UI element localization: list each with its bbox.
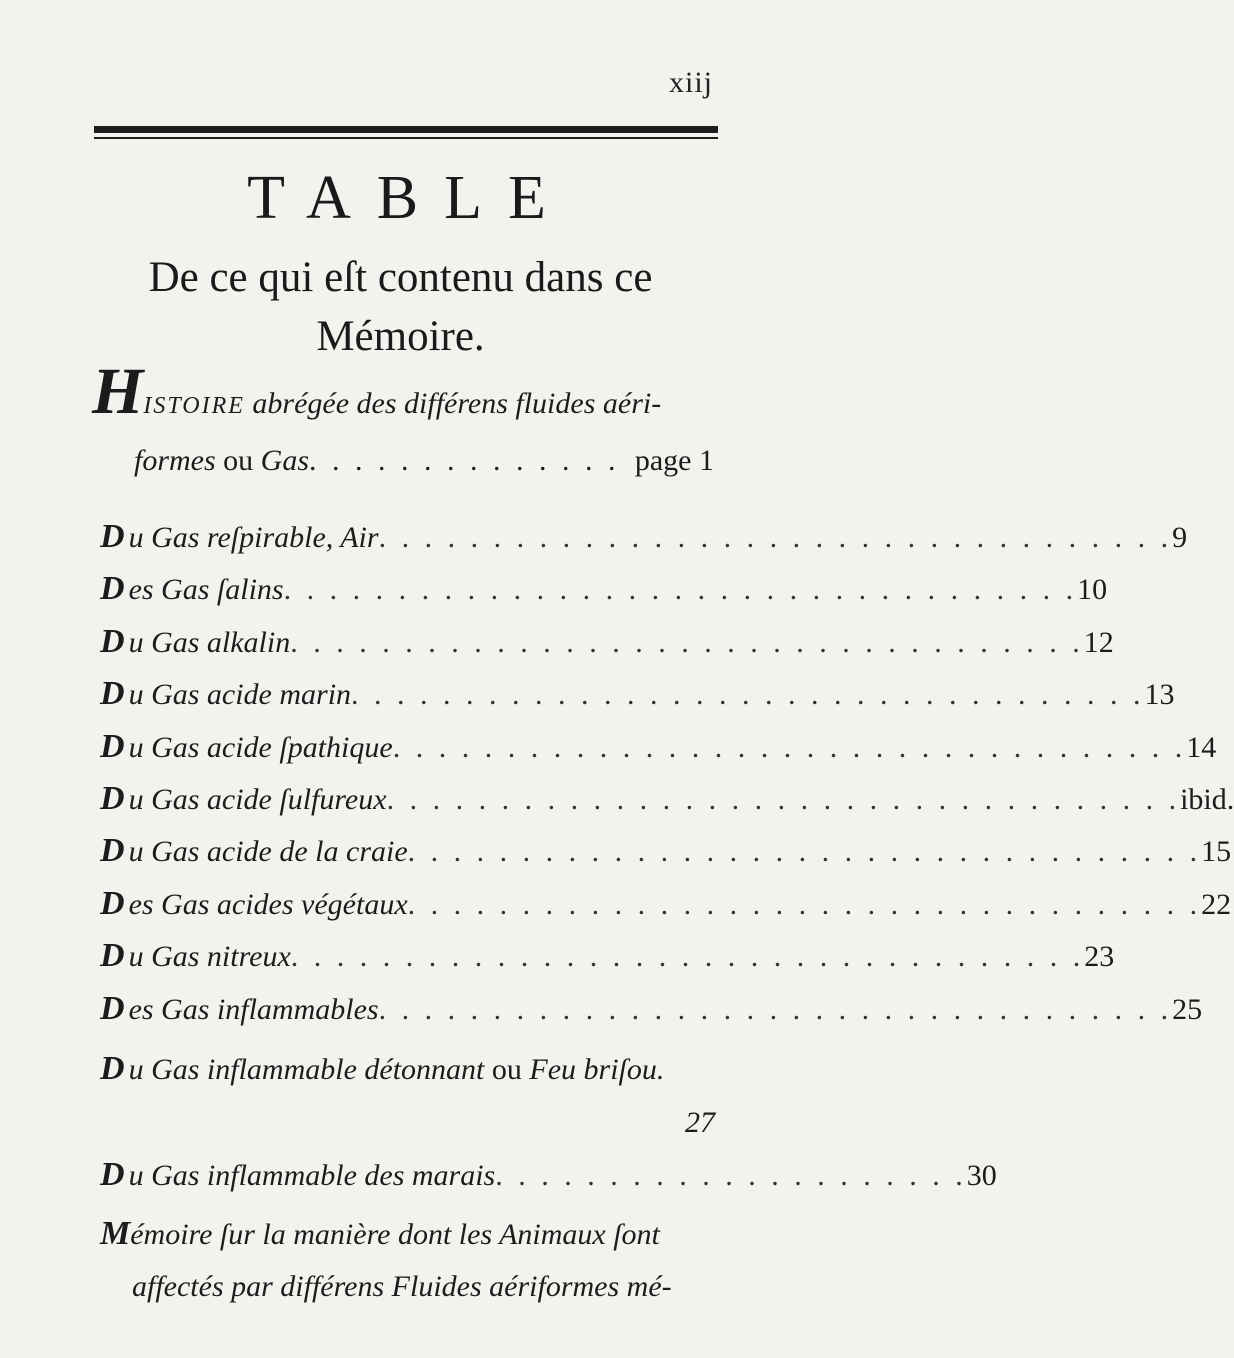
toc-entry xyxy=(100,937,1115,989)
drop-cap: H xyxy=(92,355,144,428)
entry-lead-letter: D xyxy=(100,570,125,608)
toc-entry-label xyxy=(100,518,379,556)
toc-entry-text: es Gas inflammables xyxy=(128,992,379,1026)
toc-entry xyxy=(100,622,1114,675)
toc-entry-histoire-line-1 xyxy=(92,355,714,428)
toc-entry-text: u Gas acide ſpathique xyxy=(128,730,393,764)
toc-entry-detonnant-text-a: u Gas inflammable détonnant xyxy=(128,1053,485,1086)
toc-entry-detonnant-label xyxy=(100,1050,664,1088)
entry-lead-letter: D xyxy=(100,1156,125,1193)
toc-entry xyxy=(100,570,1108,622)
toc-entry-marais-text: u Gas inflammable des marais xyxy=(128,1159,496,1192)
page-ref: 10 xyxy=(1077,573,1108,607)
entry-lead-letter: D xyxy=(100,518,125,555)
toc-entry-text: es Gas acides végétaux xyxy=(128,887,408,921)
page-ref: 30 xyxy=(966,1159,997,1192)
header-rule-thin xyxy=(94,137,718,139)
subtitle xyxy=(0,248,801,366)
toc-entry-histoire-gas: Gas xyxy=(260,444,310,477)
subtitle-line-1: De ce qui eſt contenu dans ce xyxy=(148,254,653,301)
page-ref: 23 xyxy=(1084,940,1115,974)
leader-dots: . . . . . . . . . . . . . . . . . . . . . . . . . . . . . . . . . . . xyxy=(407,835,1202,869)
entry-lead-letter: D xyxy=(100,780,125,817)
toc-entry-detonnant-ou: ou xyxy=(491,1053,522,1086)
small-caps-word: ISTOIRE xyxy=(143,393,245,419)
subtitle-line-2: Mémoire. xyxy=(316,313,485,360)
page-ref: ibid. xyxy=(1180,783,1234,816)
toc-entry-histoire-title: abrégée des différens fluides aéri- xyxy=(252,387,662,420)
entry-lead-letter: D xyxy=(100,1050,125,1087)
leader-dots: . . . . . . . . . . . . . . . . . . . . . . . . . . . . . . . . . . . xyxy=(290,625,1084,659)
toc-entry-memoire-line-2: affectés par différens Fluides aériformes mé- xyxy=(132,1270,672,1303)
toc-entry-label xyxy=(100,780,387,818)
toc-entry-label xyxy=(100,728,393,766)
entry-lead-letter: D xyxy=(100,937,125,975)
leader-dots: . . . . . . . . . . . . . . . . . . . . . . . . . . . . . . . . . . . xyxy=(386,783,1181,816)
toc-entry-text: u Gas acide marin xyxy=(128,678,352,712)
page-ref: 13 xyxy=(1144,678,1175,712)
toc-entry-memoire-text-1: émoire ſur la manière dont les Animaux ſont xyxy=(130,1218,660,1251)
header-rule-thick xyxy=(94,126,718,133)
toc-entry-label xyxy=(100,832,408,870)
leader-dots: . . . . . . . . . . . . . . . . . . . . . . . . . . . . . . . . . . . xyxy=(351,678,1145,712)
toc-entry-detonnant-page: 27 xyxy=(685,1106,715,1139)
toc-entry xyxy=(100,727,1217,780)
table-title: TABLE xyxy=(247,164,572,232)
toc-entry-histoire-formes: formes xyxy=(134,444,216,477)
toc-entry-text: u Gas nitreux xyxy=(128,940,291,974)
page-ref: 15 xyxy=(1201,835,1232,869)
toc-entry-histoire xyxy=(92,355,714,477)
toc-entry-memoire xyxy=(100,1208,720,1313)
toc-entry-label xyxy=(100,885,408,923)
toc-entry-detonnant xyxy=(100,1050,714,1102)
entry-lead-letter: D xyxy=(100,622,125,660)
toc-entry-detonnant-text-b: Feu briſou. xyxy=(529,1053,665,1086)
toc-entry xyxy=(100,780,1234,832)
entry-lead-letter: D xyxy=(100,727,125,765)
toc-entry-marais xyxy=(100,1156,997,1208)
toc-entry-histoire-ou: ou xyxy=(223,444,254,477)
toc-entry-text: u Gas acide ſulfureux xyxy=(128,783,387,816)
toc-entry-text: u Gas acide de la craie xyxy=(128,835,408,869)
page-ref: 25 xyxy=(1172,992,1203,1026)
toc-entry-marais-label xyxy=(100,1156,495,1194)
toc-entry-text: u Gas reſpirable, Air xyxy=(128,521,379,554)
page-ref: 9 xyxy=(1172,521,1188,554)
page-ref: page 1 xyxy=(634,444,714,477)
toc-entry-histoire-line-2 xyxy=(134,444,714,478)
leader-dots: . . . . . . . . . . . . . . xyxy=(309,444,620,477)
toc-entry xyxy=(100,518,1188,570)
page-ref: 12 xyxy=(1083,625,1114,659)
toc-entry-text: u Gas alkalin xyxy=(128,625,291,659)
page-ref: 14 xyxy=(1186,730,1217,764)
leader-dots: . . . . . . . . . . . . . . . . . . . . . . . . . . . . . . . . . . . xyxy=(392,730,1187,764)
toc-entry xyxy=(100,989,1203,1042)
entry-lead-letter: D xyxy=(100,675,125,713)
leader-dots: . . . . . . . . . . . . . . . . . . . . . . . . . . . . . . . . . . . xyxy=(407,887,1202,921)
page-ref: 22 xyxy=(1201,887,1232,921)
toc-entry-label xyxy=(100,937,291,975)
entry-lead-letter: M xyxy=(100,1215,131,1252)
entry-lead-letter: D xyxy=(100,832,125,870)
entry-lead-letter: D xyxy=(100,989,125,1027)
toc-entry-memoire-line-1 xyxy=(100,1208,720,1261)
toc-entry-label xyxy=(100,675,351,713)
toc-entry xyxy=(100,884,1232,937)
toc-entry-label xyxy=(100,990,379,1028)
leader-dots: . . . . . . . . . . . . . . . . . . . . . . . . . . . . . . . . . . . xyxy=(283,573,1078,607)
toc-entry-label xyxy=(100,623,290,661)
toc-entry xyxy=(100,832,1232,884)
toc-entry-text: es Gas ſalins xyxy=(128,573,284,607)
entry-lead-letter: D xyxy=(100,884,125,922)
page-number: xiij xyxy=(668,66,713,99)
leader-dots: . . . . . . . . . . . . . . . . . . . . . . . . . . . . . . . . . . . xyxy=(378,992,1173,1026)
toc-entry-label xyxy=(100,570,284,608)
leader-dots: . . . . . . . . . . . . . . . . . . . . . . . . . . . . . . . . . . . xyxy=(290,940,1085,974)
leader-dots: . . . . . . . . . . . . . . . . . . . . . xyxy=(495,1159,967,1192)
leader-dots: . . . . . . . . . . . . . . . . . . . . . . . . . . . . . . . . . . . xyxy=(378,521,1173,554)
toc-entry xyxy=(100,675,1175,727)
